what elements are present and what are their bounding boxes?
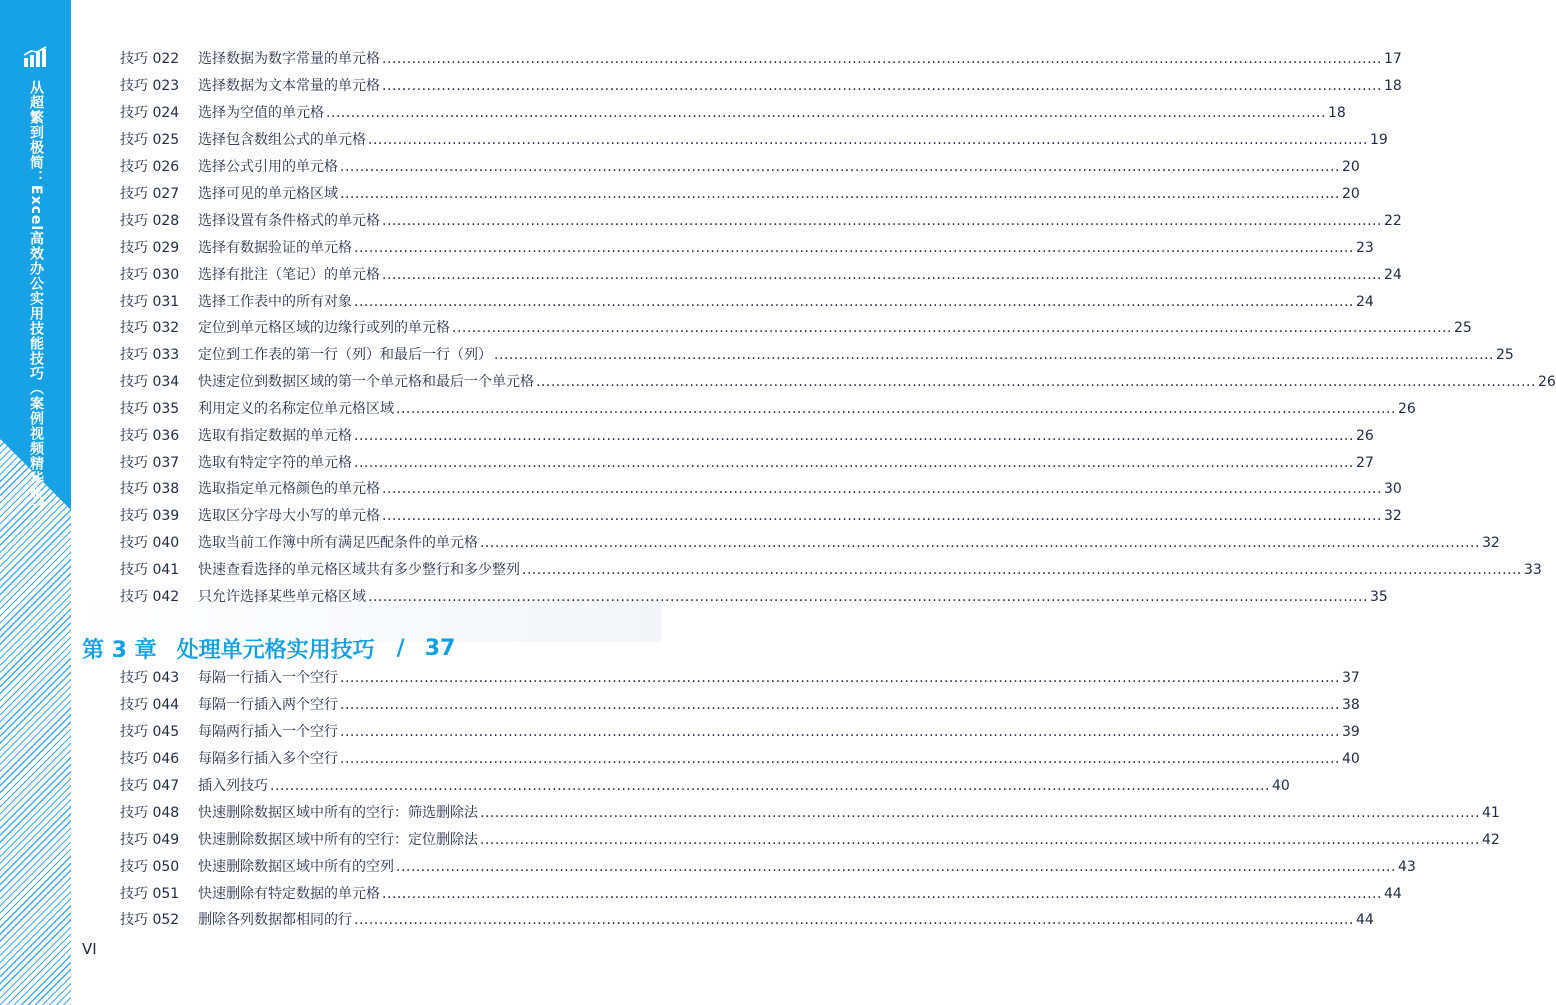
entry-title: 每隔两行插入一个空行 — [198, 724, 338, 740]
toc-entry[interactable] — [120, 479, 1402, 499]
entry-number: 技巧 044 — [120, 697, 180, 713]
dot-leader — [354, 292, 1354, 312]
entry-page: 44 — [1355, 912, 1374, 928]
entry-number: 技巧 038 — [120, 481, 180, 497]
entry-page: 24 — [1355, 294, 1374, 310]
entry-title: 选择数据为数字常量的单元格 — [198, 51, 380, 67]
entry-page: 44 — [1383, 886, 1402, 902]
toc-entry[interactable] — [120, 318, 1472, 338]
dot-leader — [354, 910, 1354, 930]
entry-title: 利用定义的名称定位单元格区域 — [198, 401, 394, 417]
dot-leader — [382, 884, 1382, 904]
dot-leader — [522, 560, 1522, 580]
entry-page: 27 — [1355, 455, 1374, 471]
entry-page: 42 — [1481, 832, 1500, 848]
entry-number: 技巧 047 — [120, 778, 180, 794]
dot-leader — [340, 749, 1340, 769]
toc-entry[interactable] — [120, 426, 1374, 446]
entry-page: 35 — [1369, 589, 1388, 605]
toc-entry[interactable] — [120, 776, 1290, 796]
entry-title: 每隔一行插入两个空行 — [198, 697, 338, 713]
entry-number: 技巧 031 — [120, 294, 180, 310]
dot-leader — [340, 157, 1340, 177]
entry-number: 技巧 049 — [120, 832, 180, 848]
entry-title: 每隔多行插入多个空行 — [198, 751, 338, 767]
entry-page: 32 — [1481, 535, 1500, 551]
entry-title: 快速删除数据区域中所有的空行：筛选删除法 — [198, 805, 478, 821]
entry-title: 选择有数据验证的单元格 — [198, 240, 352, 256]
entry-page: 39 — [1341, 724, 1360, 740]
dot-leader — [480, 830, 1480, 850]
toc-entry[interactable] — [120, 560, 1542, 580]
dot-leader — [536, 372, 1536, 392]
entry-page: 22 — [1383, 213, 1402, 229]
entry-title: 选择设置有条件格式的单元格 — [198, 213, 380, 229]
entry-number: 技巧 048 — [120, 805, 180, 821]
entry-number: 技巧 043 — [120, 670, 180, 686]
dot-leader — [326, 103, 1326, 123]
chapter-title: 处理单元格实用技巧 — [176, 637, 375, 663]
entry-number: 技巧 041 — [120, 562, 180, 578]
entry-title: 选择数据为文本常量的单元格 — [198, 78, 380, 94]
dot-leader — [382, 479, 1382, 499]
entry-title: 选择有批注（笔记）的单元格 — [198, 267, 380, 283]
dot-leader — [382, 265, 1382, 285]
entry-title: 定位到工作表的第一行（列）和最后一行（列） — [198, 347, 492, 363]
chapter-heading[interactable] — [82, 632, 455, 664]
chapter-page: 37 — [424, 635, 456, 661]
dot-leader — [382, 49, 1382, 69]
dot-leader — [354, 453, 1354, 473]
entry-title: 插入列技巧 — [198, 778, 268, 794]
entry-title: 选择包含数组公式的单元格 — [198, 132, 366, 148]
toc-entry[interactable] — [120, 668, 1360, 688]
toc-entry[interactable] — [120, 453, 1374, 473]
entry-page: 20 — [1341, 186, 1360, 202]
entry-page: 17 — [1383, 51, 1402, 67]
entry-title: 选择可见的单元格区域 — [198, 186, 338, 202]
dot-leader — [382, 506, 1382, 526]
entry-title: 快速删除数据区域中所有的空列 — [198, 859, 394, 875]
entry-number: 技巧 032 — [120, 320, 180, 336]
dot-leader — [452, 318, 1452, 338]
dot-leader — [340, 184, 1340, 204]
entry-number: 技巧 025 — [120, 132, 180, 148]
entry-number: 技巧 024 — [120, 105, 180, 121]
entry-number: 技巧 033 — [120, 347, 180, 363]
page-folio: VI — [82, 940, 97, 958]
entry-number: 技巧 035 — [120, 401, 180, 417]
entry-title: 选取区分字母大小写的单元格 — [198, 508, 380, 524]
entry-page: 23 — [1355, 240, 1374, 256]
toc-entry[interactable] — [120, 803, 1500, 823]
entry-number: 技巧 028 — [120, 213, 180, 229]
entry-number: 技巧 023 — [120, 78, 180, 94]
dot-leader — [368, 587, 1368, 607]
entry-page: 40 — [1341, 751, 1360, 767]
dot-leader — [382, 76, 1382, 96]
toc-entry[interactable] — [120, 345, 1514, 365]
toc-entry[interactable] — [120, 749, 1360, 769]
toc-entry[interactable] — [120, 399, 1416, 419]
dot-leader — [354, 426, 1354, 446]
entry-number: 技巧 026 — [120, 159, 180, 175]
entry-title: 选取指定单元格颜色的单元格 — [198, 481, 380, 497]
entry-page: 25 — [1453, 320, 1472, 336]
entry-title: 只允许选择某些单元格区域 — [198, 589, 366, 605]
entry-number: 技巧 051 — [120, 886, 180, 902]
chapter-separator: / — [396, 635, 405, 661]
entry-page: 18 — [1383, 78, 1402, 94]
dot-leader — [494, 345, 1494, 365]
toc-entry[interactable] — [120, 265, 1402, 285]
bar-chart-icon — [22, 46, 48, 68]
entry-title: 选取当前工作簿中所有满足匹配条件的单元格 — [198, 535, 478, 551]
dot-leader — [340, 722, 1340, 742]
entry-page: 40 — [1271, 778, 1290, 794]
entry-title: 快速定位到数据区域的第一个单元格和最后一个单元格 — [198, 374, 534, 390]
entry-title: 选择为空值的单元格 — [198, 105, 324, 121]
entry-page: 18 — [1327, 105, 1346, 121]
entry-number: 技巧 027 — [120, 186, 180, 202]
entry-page: 38 — [1341, 697, 1360, 713]
toc-entry[interactable] — [120, 830, 1500, 850]
entry-number: 技巧 046 — [120, 751, 180, 767]
side-band — [0, 0, 71, 1005]
entry-title: 选择公式引用的单元格 — [198, 159, 338, 175]
entry-title: 选取有指定数据的单元格 — [198, 428, 352, 444]
entry-page: 43 — [1397, 859, 1416, 875]
toc-entry[interactable] — [120, 910, 1374, 930]
dot-leader — [368, 130, 1368, 150]
entry-number: 技巧 029 — [120, 240, 180, 256]
toc-entry[interactable] — [120, 292, 1374, 312]
toc-entry[interactable] — [120, 184, 1360, 204]
toc-entry[interactable] — [120, 103, 1346, 123]
dot-leader — [396, 399, 1396, 419]
dot-leader — [480, 803, 1480, 823]
dot-leader — [382, 211, 1382, 231]
entry-number: 技巧 022 — [120, 51, 180, 67]
entry-title: 选择工作表中的所有对象 — [198, 294, 352, 310]
dot-leader — [480, 533, 1480, 553]
entry-number: 技巧 036 — [120, 428, 180, 444]
entry-page: 33 — [1523, 562, 1542, 578]
entry-number: 技巧 034 — [120, 374, 180, 390]
entry-page: 19 — [1369, 132, 1388, 148]
dot-leader — [270, 776, 1270, 796]
entry-title: 快速查看选择的单元格区域共有多少整行和多少整列 — [198, 562, 520, 578]
entry-page: 20 — [1341, 159, 1360, 175]
entry-title: 快速删除数据区域中所有的空行：定位删除法 — [198, 832, 478, 848]
entry-number: 技巧 039 — [120, 508, 180, 524]
toc-entry[interactable] — [120, 587, 1388, 607]
dot-leader — [340, 668, 1340, 688]
dot-leader — [354, 238, 1354, 258]
entry-title: 定位到单元格区域的边缘行或列的单元格 — [198, 320, 450, 336]
toc-entry[interactable] — [120, 130, 1388, 150]
toc-entry[interactable] — [120, 76, 1402, 96]
entry-title: 快速删除有特定数据的单元格 — [198, 886, 380, 902]
entry-page: 30 — [1383, 481, 1402, 497]
toc-entry[interactable] — [120, 695, 1360, 715]
entry-number: 技巧 030 — [120, 267, 180, 283]
dot-leader — [396, 857, 1396, 877]
entry-page: 32 — [1383, 508, 1402, 524]
toc-entry[interactable] — [120, 533, 1500, 553]
toc-entry[interactable] — [120, 506, 1402, 526]
dot-leader — [340, 695, 1340, 715]
toc-entry[interactable] — [120, 238, 1374, 258]
entry-page: 24 — [1383, 267, 1402, 283]
chapter-label: 第 3 章 — [82, 637, 157, 663]
entry-page: 41 — [1481, 805, 1500, 821]
toc-entry[interactable] — [120, 857, 1416, 877]
entry-page: 25 — [1495, 347, 1514, 363]
entry-number: 技巧 040 — [120, 535, 180, 551]
entry-title: 选取有特定字符的单元格 — [198, 455, 352, 471]
entry-title: 每隔一行插入一个空行 — [198, 670, 338, 686]
entry-title: 删除各列数据都相同的行 — [198, 912, 352, 928]
entry-number: 技巧 042 — [120, 589, 180, 605]
entry-number: 技巧 037 — [120, 455, 180, 471]
entry-number: 技巧 045 — [120, 724, 180, 740]
toc-entry[interactable] — [120, 157, 1360, 177]
toc-entry[interactable] — [120, 722, 1360, 742]
entry-number: 技巧 050 — [120, 859, 180, 875]
entry-number: 技巧 052 — [120, 912, 180, 928]
toc-entry[interactable] — [120, 884, 1402, 904]
entry-page: 26 — [1537, 374, 1556, 390]
toc-entry[interactable] — [120, 49, 1402, 69]
entry-page: 26 — [1355, 428, 1374, 444]
entry-page: 26 — [1397, 401, 1416, 417]
entry-page: 37 — [1341, 670, 1360, 686]
book-title-vertical: 从超繁到极简：Excel高效办公实用技能技巧（案例视频精华版） — [28, 80, 44, 517]
toc-entry[interactable] — [120, 372, 1556, 392]
toc-entry[interactable] — [120, 211, 1402, 231]
